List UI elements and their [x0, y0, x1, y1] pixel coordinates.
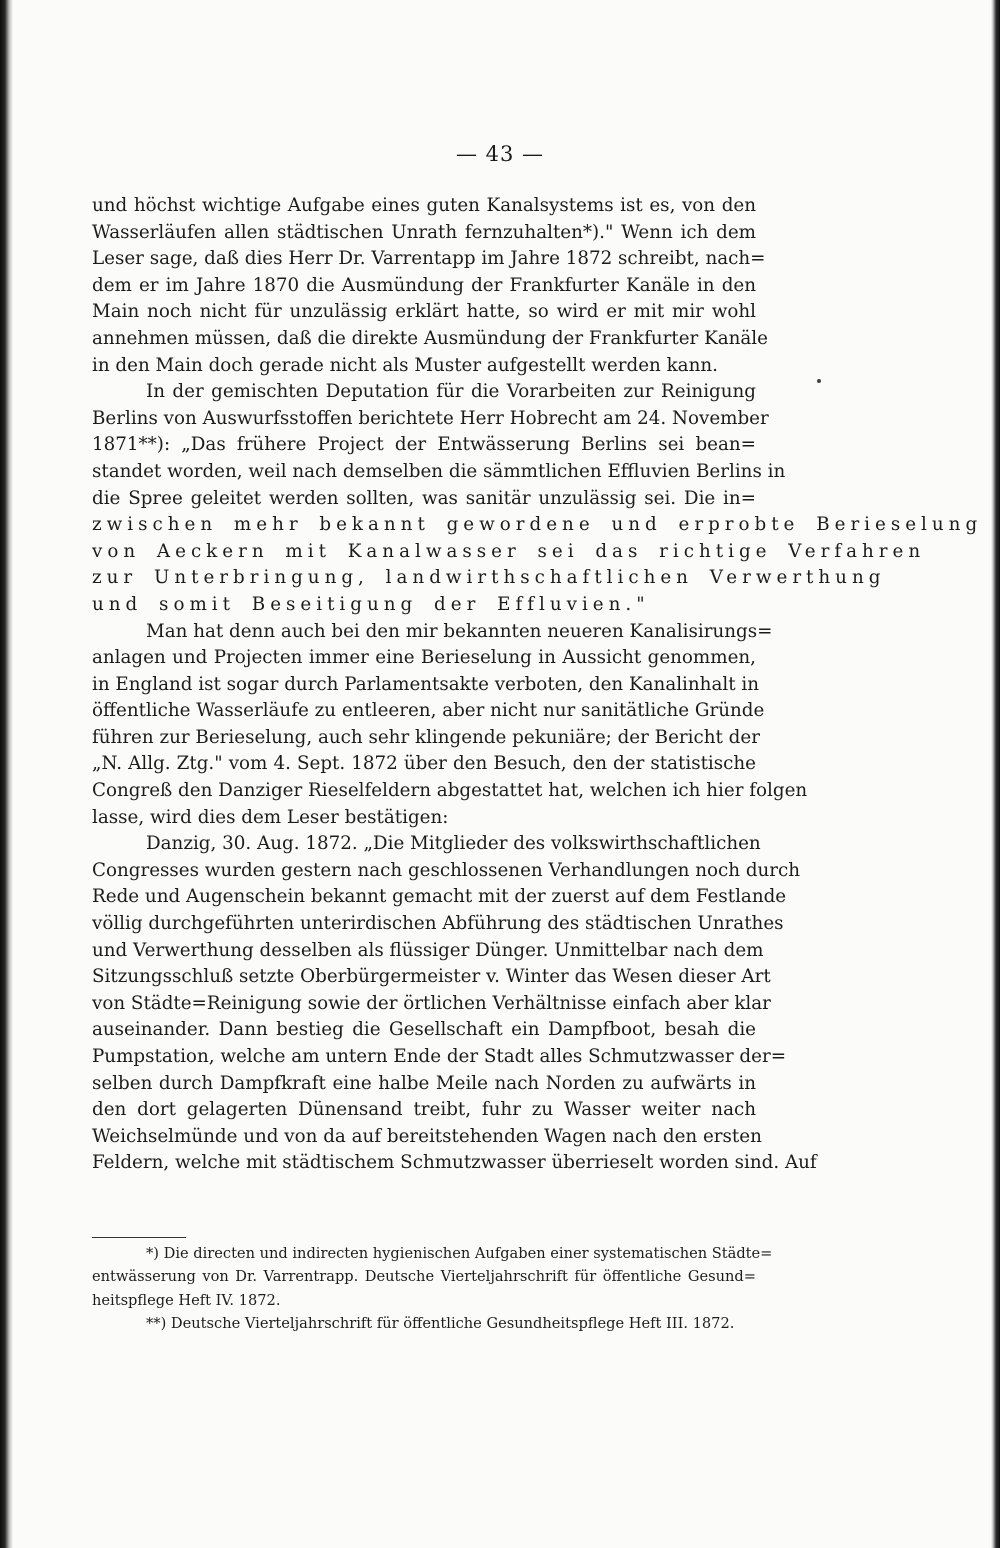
body-text — [92, 193, 983, 1177]
text-line: selben durch Dampfkraft eine halbe Meile nach Norden zu aufwärts in — [92, 1072, 756, 1094]
text-line: völlig durchgeführten unterirdischen Abführung des städtischen Unrathes — [92, 913, 784, 935]
text-line: Feldern, welche mit städtischem Schmutzwasser überrieselt worden sind. Auf — [92, 1152, 817, 1174]
text-line: Congreß den Danziger Rieselfeldern abgestattet hat, welchen ich hier folgen — [92, 780, 808, 802]
footnotes — [92, 1242, 773, 1336]
text-line-emphasized: und somit Beseitigung der Effluvien." — [92, 593, 650, 615]
text-line-emphasized: zur Unterbringung, landwirthschaftlichen Verwerthung — [92, 567, 886, 589]
text-line: von Städte=Reinigung sowie der örtlichen Verhältnisse einfach aber klar — [92, 992, 771, 1014]
text-line: Leser sage, daß dies Herr Dr. Varrentapp im Jahre 1872 schreibt, nach= — [92, 248, 766, 270]
text-line: und höchst wichtige Aufgabe eines guten Kanalsystems ist es, von den — [92, 195, 756, 216]
text-line: in den Main doch gerade nicht als Muster aufgestellt werden kann. — [92, 354, 718, 376]
text-line: und Verwerthung desselben als flüssiger Dünger. Unmittelbar nach dem — [92, 939, 764, 961]
text-line: dem er im Jahre 1870 die Ausmündung der Frankfurter Kanäle in den — [92, 274, 756, 296]
text-line-emphasized: von Aeckern mit Kanalwasser sei das richtige Verfahren — [92, 540, 926, 562]
text-line: den dort gelagerten Dünensand treibt, fuhr zu Wasser weiter nach — [92, 1099, 756, 1121]
scan-left-edge — [0, 0, 13, 1548]
text-line: „N. Allg. Ztg." vom 4. Sept. 1872 über den Besuch, den der statistische — [92, 753, 756, 775]
footnote-line: **) Deutsche Vierteljahrschrift für öffentliche Gesundheitspflege Heft III. 1872. — [146, 1315, 735, 1333]
text-line: Man hat denn auch bei den mir bekannten neueren Kanalisirungs= — [146, 620, 773, 642]
text-line: lasse, wird dies dem Leser bestätigen: — [92, 806, 449, 828]
text-line: Main noch nicht für unzulässig erklärt hatte, so wird er mit mir wohl — [92, 301, 756, 323]
text-line: Pumpstation, welche am untern Ende der Stadt alles Schmutzwasser der= — [92, 1046, 787, 1067]
text-line: öffentliche Wasserläufe zu entleeren, aber nicht nur sanitätliche Gründe — [92, 700, 765, 722]
footnote-line: heitspflege Heft IV. 1872. — [92, 1291, 281, 1309]
text-line: Sitzungsschluß setzte Oberbürgermeister v. Winter das Wesen dieser Art — [92, 966, 771, 988]
ink-speck — [817, 379, 821, 383]
footnote-line: entwässerung von Dr. Varrentrapp. Deutsche Vierteljahrschrift für öffentliche Gesund= — [92, 1268, 756, 1286]
text-line: auseinander. Dann bestieg die Gesellschaft ein Dampfboot, besah die — [92, 1019, 756, 1041]
text-line: Congresses wurden gestern nach geschlossenen Verhandlungen noch durch — [92, 859, 801, 881]
page-number: — 43 — — [455, 142, 545, 166]
footnote-line: *) Die directen und indirecten hygienischen Aufgaben einer systematischen Städte= — [146, 1245, 773, 1262]
text-line: Wasserläufen allen städtischen Unrath fernzuhalten*)." Wenn ich dem — [92, 221, 756, 243]
text-line: führen zur Berieselung, auch sehr klingende pekuniäre; der Bericht der — [92, 726, 760, 748]
text-line: Weichselmünde und von da auf bereitstehenden Wagen nach den ersten — [92, 1125, 762, 1147]
text-line: annehmen müssen, daß die direkte Ausmündung der Frankfurter Kanäle — [92, 327, 768, 349]
text-line: anlagen und Projecten immer eine Berieselung in Aussicht genommen, — [92, 647, 756, 669]
text-line: Danzig, 30. Aug. 1872. „Die Mitglieder des volkswirthschaftlichen — [146, 833, 761, 855]
text-line: in England ist sogar durch Parlamentsakte verboten, den Kanalinhalt in — [92, 673, 759, 695]
footnote-divider — [92, 1237, 186, 1238]
text-line: Berlins von Auswurfsstoffen berichtete Herr Hobrecht am 24. November — [92, 407, 769, 429]
text-line: 1871**): „Das frühere Project der Entwässerung Berlins sei bean= — [92, 434, 756, 456]
text-line: standet worden, weil nach demselben die sämmtlichen Effluvien Berlins in — [92, 460, 786, 482]
scan-right-edge — [991, 0, 1000, 1548]
text-line: die Spree geleitet werden sollten, was sanitär unzulässig sei. Die in= — [92, 487, 756, 509]
text-line: Rede und Augenschein bekannt gemacht mit der zuerst auf dem Festlande — [92, 886, 787, 908]
text-line-emphasized: zwischen mehr bekannt gewordene und erprobte Berieselung — [92, 514, 983, 536]
text-line: In der gemischten Deputation für die Vorarbeiten zur Reinigung — [146, 381, 756, 403]
